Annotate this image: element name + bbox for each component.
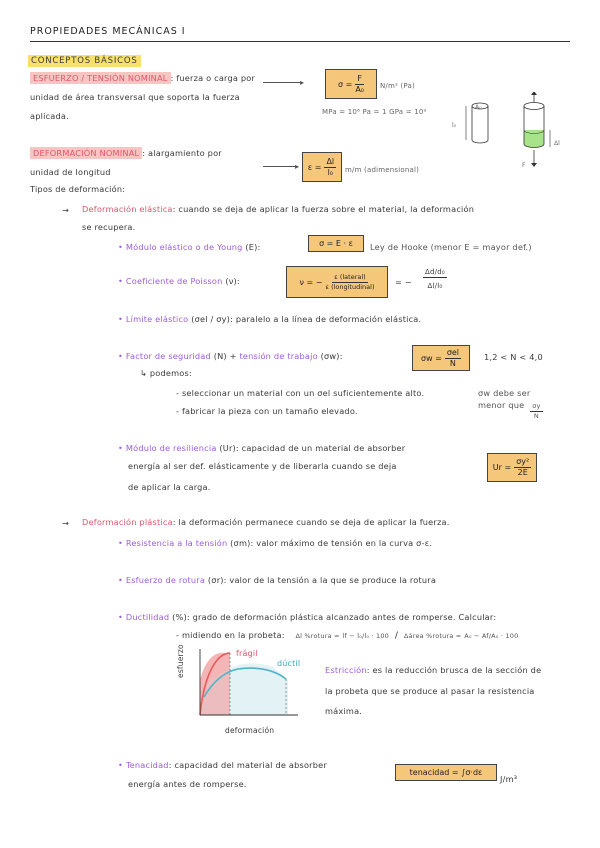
resilience-line1: • Módulo de resiliencia (Ur): capacidad de un material de absorber: [118, 443, 406, 453]
cylinder-label-area: A₀: [475, 104, 482, 111]
safety-factor-term: Factor de seguridad: [125, 351, 211, 361]
stress-definition-line1: ESFUERZO / TENSIÓN NOMINAL : fuerza o carga por: [30, 73, 255, 83]
plastic-term: Deformación plástica: [82, 517, 173, 527]
pressure-conversions: MPa = 10⁶ Pa = 1 GPa = 10⁹: [322, 108, 427, 116]
stress-definition-line2: unidad de área transversal que soporta la fuerza: [30, 92, 240, 102]
cylinder-label-elongation: Δl: [554, 140, 560, 147]
young-formula-box: σ = E · ε: [308, 235, 364, 252]
hooke-law-note: Ley de Hooke (menor E = mayor def.): [370, 242, 532, 252]
ductility-line: • Ductilidad (%): grado de deformación plástica alcanzado antes de romperse. Calcular:: [118, 612, 497, 622]
strain-definition-line2: unidad de longitud: [30, 167, 111, 177]
section-heading-basics: CONCEPTOS BÁSICOS: [28, 55, 141, 67]
young-term: Módulo elástico o de Young: [125, 242, 243, 252]
chart-y-label: esfuerzo: [176, 644, 185, 678]
chart-fragile-label: frágil: [236, 649, 258, 658]
toughness-formula-box: tenacidad = ∫σ·dε: [395, 764, 497, 781]
option-select-material: - seleccionar un material con un σel suficientemente alto.: [176, 388, 425, 398]
necking-line2: la probeta que se produce al pasar la resistencia: [325, 686, 535, 696]
toughness-term: Tenacidad: [125, 760, 169, 770]
arrow-right-icon: [263, 82, 303, 83]
strain-formula-box: ε = $\frac{\Delta l}{\text{l₀}}$: [302, 152, 342, 182]
poisson-term: Coeficiente de Poisson: [125, 276, 223, 286]
chart-ductile-label: dúctil: [277, 659, 301, 668]
arrow-head-icon: ▸: [300, 78, 305, 87]
can-label: ↳ podemos:: [140, 368, 192, 378]
poisson-alt-fraction: $\frac{\text{Δd/d₀}}{\text{Δl/l₀}}$: [425, 268, 445, 290]
necking-term: Estricción: [325, 665, 367, 675]
elastic-limit-term: Límite elástico: [125, 314, 189, 324]
toughness-line1: • Tenacidad: capacidad del material de absorber: [118, 760, 327, 770]
hooked-arrow-icon: ↳: [140, 368, 150, 378]
poisson-formula-box: ν = − $\frac{\text{ε (lateral)}}{\text{ε (longitudinal)}}$: [286, 266, 388, 298]
working-stress-formula-box: σw = $\frac{\text{σel}}{N}$: [412, 345, 470, 371]
resilience-line3: de aplicar la carga.: [128, 482, 211, 492]
page-title: PROPIEDADES MECÁNICAS I: [30, 26, 186, 37]
option-larger-piece: - fabricar la pieza con un tamaño elevado.: [176, 406, 358, 416]
rupture-stress-line: • Esfuerzo de rotura (σr): valor de la tensión a la que se produce la rotura: [118, 575, 437, 585]
strain-unit: m/m (adimensional): [345, 166, 420, 174]
rupture-stress-term: Esfuerzo de rotura: [125, 575, 206, 585]
necking-line3: máxima.: [325, 706, 363, 716]
elastic-definition-line2: se recupera.: [82, 222, 136, 232]
poisson-equals: = −: [395, 277, 412, 287]
plastic-arrow-icon: →: [62, 518, 70, 528]
poisson-line: • Coeficiente de Poisson (ν):: [118, 276, 240, 286]
elastic-arrow-icon: →: [62, 205, 70, 215]
resilience-line2: energía al ser def. elásticamente y de liberarla cuando se deja: [128, 461, 397, 471]
toughness-line2: energía antes de romperse.: [128, 779, 247, 789]
elastic-definition-line1: Deformación elástica: cuando se deja de aplicar la fuerza sobre el material, la deformación: [82, 204, 475, 214]
side-note-line2: menor que $\frac{\sigma y}{N}$: [478, 400, 541, 420]
plastic-definition: Deformación plástica: la deformación permanece cuando se deja de aplicar la fuerza.: [82, 517, 450, 527]
tensile-strength-line: • Resistencia a la tensión (σm): valor máximo de tensión en la curva σ-ε.: [118, 538, 433, 548]
ductility-measure-line: - midiendo en la probeta: Δl %rotura = lf − l₀/l₀ · 100 / Δárea %rotura = A₀ − Af/A₀ · 100: [176, 630, 519, 641]
stress-term: ESFUERZO / TENSIÓN NOMINAL: [30, 72, 171, 84]
cylinder-diagram-icon: [440, 92, 570, 172]
ductility-term: Ductilidad: [125, 612, 170, 622]
stress-definition-line3: aplicada.: [30, 111, 69, 121]
arrow-head-icon: ▸: [295, 162, 300, 171]
tensile-strength-term: Resistencia a la tensión: [125, 538, 228, 548]
resilience-formula-box: Ur = $\frac{\text{σy²}}{2E}$: [487, 453, 537, 482]
young-line: • Módulo elástico o de Young (E):: [118, 242, 261, 252]
deformation-types-label: Tipos de deformación:: [30, 184, 126, 194]
side-note-line1: σw debe ser: [478, 388, 531, 398]
cylinder-label-force: F: [522, 162, 526, 169]
toughness-unit: J/m³: [500, 774, 518, 784]
stress-unit: N/m² (Pa): [380, 82, 415, 90]
strain-definition-line1: DEFORMACIÓN NOMINAL : alargamiento por: [30, 148, 222, 158]
stress-formula-box: σ = $\frac{F}{\text{A₀}}$: [325, 69, 377, 99]
chart-x-label: deformación: [225, 726, 275, 735]
cylinder-label-length: l₀: [452, 122, 457, 129]
working-stress-term: tensión de trabajo: [239, 351, 318, 361]
elastic-term: Deformación elástica: [82, 204, 173, 214]
resilience-term: Módulo de resiliencia: [125, 443, 217, 453]
strain-term: DEFORMACIÓN NOMINAL: [30, 147, 142, 159]
safety-factor-line: • Factor de seguridad (N) + tensión de trabajo (σw):: [118, 351, 343, 361]
elastic-limit-line: • Límite elástico (σel / σy): paralelo a la línea de deformación elástica.: [118, 314, 422, 324]
safety-factor-range: 1,2 < N < 4,0: [484, 352, 543, 362]
arrow-right-icon: [263, 166, 298, 167]
title-divider: [30, 41, 570, 42]
necking-line1: Estricción: es la reducción brusca de la sección de: [325, 665, 542, 675]
